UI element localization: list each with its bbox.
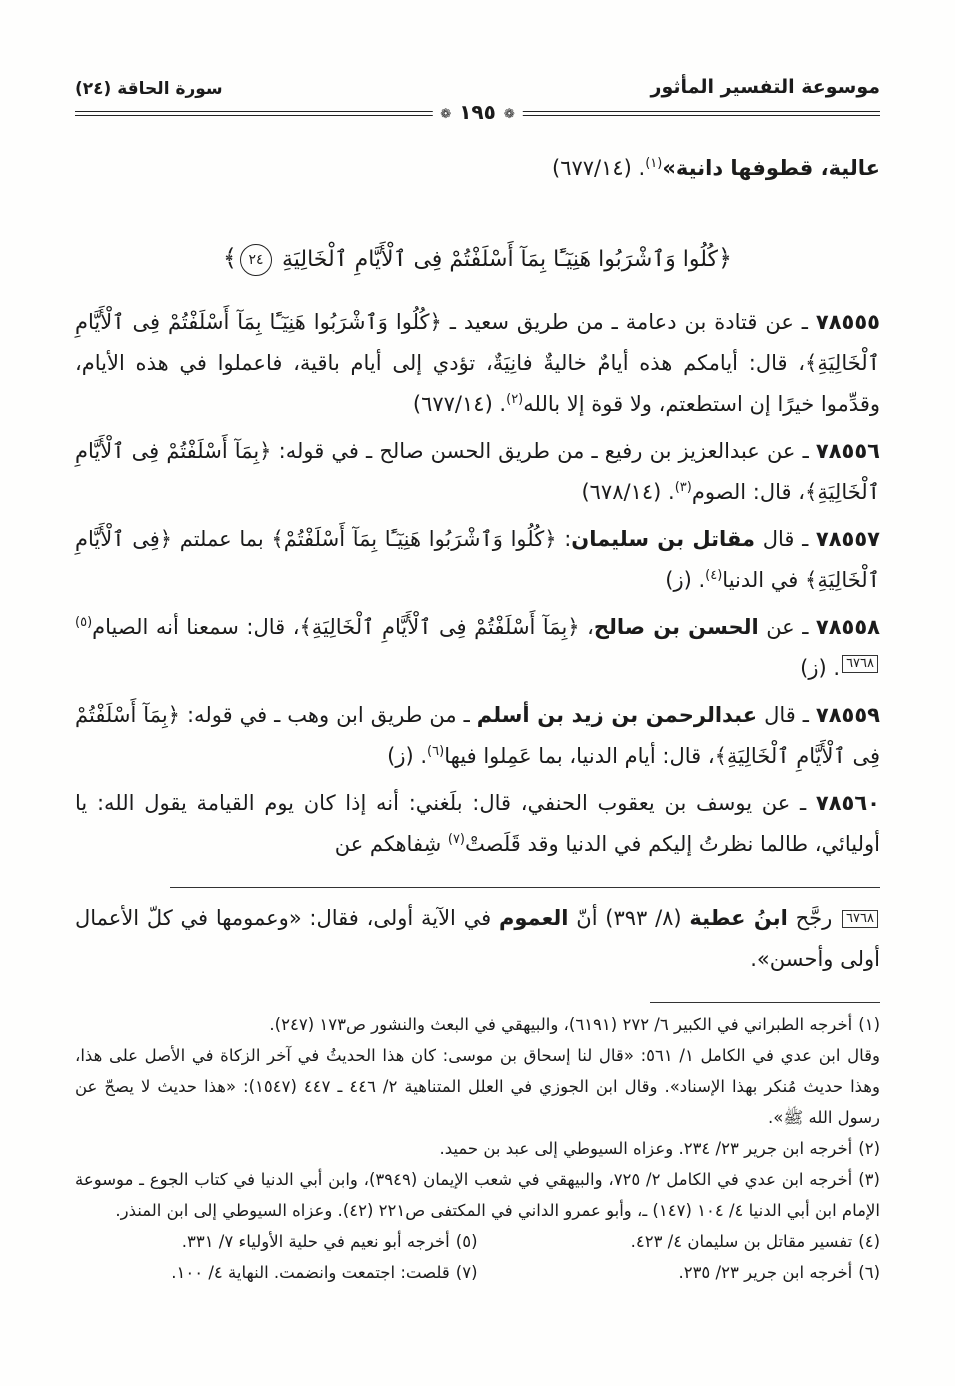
footnote-ref: (٥) <box>75 615 93 630</box>
entry-text: . (٦٧٧/١٤) <box>551 156 646 180</box>
entry-text: . (٦٧٨/١٤) <box>581 480 675 504</box>
entry-number: ٧٨٥٦٠ <box>815 791 880 815</box>
footnote-mark: (٥) <box>455 1232 478 1251</box>
quran-quote: ﴿كُلُوا وَٱشْرَبُوا هَنِيٓـًٔا بِمَآ أَسْلَفْتُمْ فِى ٱلْأَيَّامِ ٱلْخَالِيَةِ﴾ <box>75 310 880 375</box>
footnote-row <box>75 1226 880 1257</box>
running-header <box>75 70 880 124</box>
ayah-number: ٢٤ <box>240 244 272 276</box>
footnotes <box>75 1009 880 1288</box>
footnote-ref: (٣) <box>674 480 692 495</box>
footnote-text: أخرجه أبو نعيم في حلية الأولياء ٧/ ٣٣١. <box>181 1232 450 1251</box>
entry-text: ـ عن قتادة بن دعامة ـ من طريق سعيد ـ <box>441 310 816 334</box>
footnote-ref: (٢) <box>506 392 524 407</box>
entry-text: ، قال: أيامكم هذه أيامٌ خاليةٌ فانِيَةٌ، تؤدي إلى أيام باقية، فاعملوا في هذه الأيام، وقدِّموا خيرًا إن استطعتم، ولا قوة إلا بالله <box>75 351 880 416</box>
quran-quote: ﴿بِمَآ أَسْلَفْتُمْ فِى ٱلْأَيَّامِ ٱلْخَالِيَةِ﴾ <box>75 439 880 504</box>
footnote-ref: (١) <box>645 156 663 171</box>
footnote-ref: (٦) <box>427 744 445 759</box>
footnote-text: أخرجه ابن جرير ٢٣/ ٢٣٥. <box>678 1263 853 1282</box>
quran-quote: ﴿فِى ٱلْأَيَّامِ ٱلْخَالِيَةِ﴾ <box>75 527 880 592</box>
book-title: موسوعة التفسير المأثور <box>650 76 880 98</box>
footnote-text: أخرجه ابن جرير ٢٣/ ٢٣٤. وعزاه السيوطي إلى عبد بن حميد. <box>439 1139 853 1158</box>
footnote-text: قلصت: اجتمعت وانضمت. النهاية ٤/ ١٠٠. <box>171 1263 450 1282</box>
entry-text: ـ عن يوسف بن يعقوب الحنفي، قال: بلَغني: أنه إذا كان يوم القيامة يقول الله: يا أوليائي، طالما نظرتُ إليكم في الدنيا وقد قَلَصتْ <box>75 791 880 856</box>
emphasized-text: عبدالرحمن بن زيد بن أسلم <box>476 703 758 727</box>
tafsir-entry <box>75 302 880 425</box>
entry-text: ـ عن عبدالعزيز بن رفيع ـ من طريق الحسن صالح ـ في قوله: <box>271 439 816 463</box>
footnote <box>75 1257 478 1288</box>
entry-text: . (ز) <box>800 656 841 680</box>
footnote-mark: (٣) <box>858 1170 880 1189</box>
entry-number: ٧٨٥٥٧ <box>815 527 880 551</box>
tafsir-entry <box>75 519 880 601</box>
main-text <box>75 148 880 1288</box>
footnote <box>75 1226 478 1257</box>
entry-text: : <box>556 527 572 551</box>
entry-number: ٧٨٥٥٦ <box>815 439 880 463</box>
footnote-row <box>75 1257 880 1288</box>
footnote <box>75 1164 880 1226</box>
page-number-block <box>432 97 522 127</box>
footnote-mark: (٤) <box>858 1232 880 1251</box>
footnote <box>478 1226 881 1257</box>
emphasized-text: الحسن بن صالح <box>593 615 759 639</box>
ayah-heading <box>75 236 880 282</box>
comment-ref-box: ٦٧٦٨ <box>842 910 878 928</box>
page-number: ١٩٥ <box>459 100 496 124</box>
emphasized-text: مقاتل بن سليمان <box>571 527 756 551</box>
footnote <box>75 1009 880 1040</box>
footnote <box>75 1133 880 1164</box>
entry-text: ـ قال <box>755 527 816 551</box>
footnote-mark: (٦) <box>858 1263 880 1282</box>
entry-text: في الآية أولى، فقال: «وعمومها في كلّ الأعمال أولى وأحسن». <box>75 906 880 971</box>
footnote-ref: (٤) <box>705 568 723 583</box>
comment-ref-box: ٦٧٦٨ <box>842 655 878 673</box>
quran-quote: ﴿بِمَآ أَسْلَفْتُمْ فِى ٱلْأَيَّامِ ٱلْخَالِيَةِ﴾ <box>299 615 580 639</box>
entry-text: رجَّح <box>787 906 841 930</box>
footnote-text: أخرجه الطبراني في الكبير ٦/ ٢٧٢ (٦١٩١)، والبيهقي في البعث والنشور ص١٧٣ (٢٤٧). <box>269 1015 853 1034</box>
footnote-note: وقال ابن عدي في الكامل ١/ ٥٦١: «قال لنا إسحاق بن موسى: كان هذا الحديثُ في آخر الزكاة في الأصل على هذا، وهذا حديث مُنكر بهذا الإسناد». وقال ابن الجوزي في العلل المتناهية ٢/ ٤٤٦ ـ ٤٤٧ (١٥٤٧): «هذا حديث لا يصحّ عن رسول الله ﷺ». <box>75 1046 880 1127</box>
entry-text: ـ قال <box>757 703 816 727</box>
entry-text: ، قال: الصوم <box>691 480 806 504</box>
entry-text: . (ز) <box>665 568 706 592</box>
emphasized-text: ابنُ عطية <box>689 906 788 930</box>
entry-number: ٧٨٥٥٩ <box>815 703 880 727</box>
footnote-mark: (٧) <box>455 1263 478 1282</box>
entry-text: في الدنيا <box>722 568 806 592</box>
quran-quote: ﴿بِمَآ أَسْلَفْتُمْ فِى ٱلْأَيَّامِ ٱلْخَالِيَةِ﴾ <box>75 703 880 768</box>
entry-text: . (ز) <box>387 744 428 768</box>
emphasized-text: العموم <box>498 906 569 930</box>
entry-number: ٧٨٥٥٨ <box>815 615 880 639</box>
tafsir-entry <box>75 431 880 513</box>
entry-text: . (٦٧٧/١٤) <box>412 392 507 416</box>
entry-text: ، <box>579 615 594 639</box>
footnote <box>478 1257 881 1288</box>
footnote-separator <box>650 1002 880 1003</box>
entry-number: ٧٨٥٥٥ <box>815 310 880 334</box>
entry-text: بما عملتم <box>172 527 272 551</box>
ayah-close-bracket: ﴾ <box>222 244 237 272</box>
ornament-icon <box>440 103 451 122</box>
entry-text: ـ عن <box>758 615 816 639</box>
footnote-text: أخرجه ابن عدي في الكامل ٢/ ٧٢٥، والبيهقي في شعب الإيمان (٣٩٤٩)، وابن أبي الدنيا في كتاب الجوع ـ موسوعة الإمام ابن أبي الدنيا ٤/ ١٠٤ (١٤٧) ـ، وأبو عمرو الداني في المكتفى ص٢٢١ (٤٢). وعزاه السيوطي إلى ابن المنذر. <box>75 1170 880 1220</box>
ayah-text: كُلُوا وَٱشْرَبُوا هَنِيٓـًٔا بِمَآ أَسْلَفْتُمْ فِى ٱلْأَيَّامِ ٱلْخَالِيَةِ <box>281 247 719 272</box>
entry-text: ، قال: سمعنا أنه الصيام <box>92 615 300 639</box>
tafsir-entry <box>75 783 880 865</box>
comment-separator <box>170 887 880 888</box>
editor-comment <box>75 898 880 980</box>
continuation-line <box>75 148 880 188</box>
entry-text: ـ من طريق ابن وهب ـ في قوله: <box>180 703 477 727</box>
entry-text: ، قال: أيام الدنيا، بما عَمِلوا فيها <box>444 744 715 768</box>
entry-text: (٨/ ٣٩٣) أنّ <box>568 906 690 930</box>
tafsir-entry <box>75 607 880 689</box>
emphasized-text: عالية، قطوفها دانية» <box>662 156 880 180</box>
ayah-open-bracket: ﴿ <box>718 244 733 272</box>
footnote-mark: (٢) <box>858 1139 880 1158</box>
surah-title: سورة الحاقة (٢٤) <box>75 79 223 99</box>
ornament-icon <box>504 103 515 122</box>
entry-text: شِفاهكم عن <box>334 832 448 856</box>
quran-quote: ﴿كُلُوا وَٱشْرَبُوا هَنِيٓـًٔا بِمَآ أَسْلَفْتُمْ﴾ <box>271 527 557 551</box>
footnote-text: تفسير مقاتل بن سليمان ٤/ ٤٢٣. <box>630 1232 853 1251</box>
footnote-mark: (١) <box>858 1015 880 1034</box>
tafsir-entry <box>75 695 880 777</box>
footnote-ref: (٧) <box>447 832 465 847</box>
